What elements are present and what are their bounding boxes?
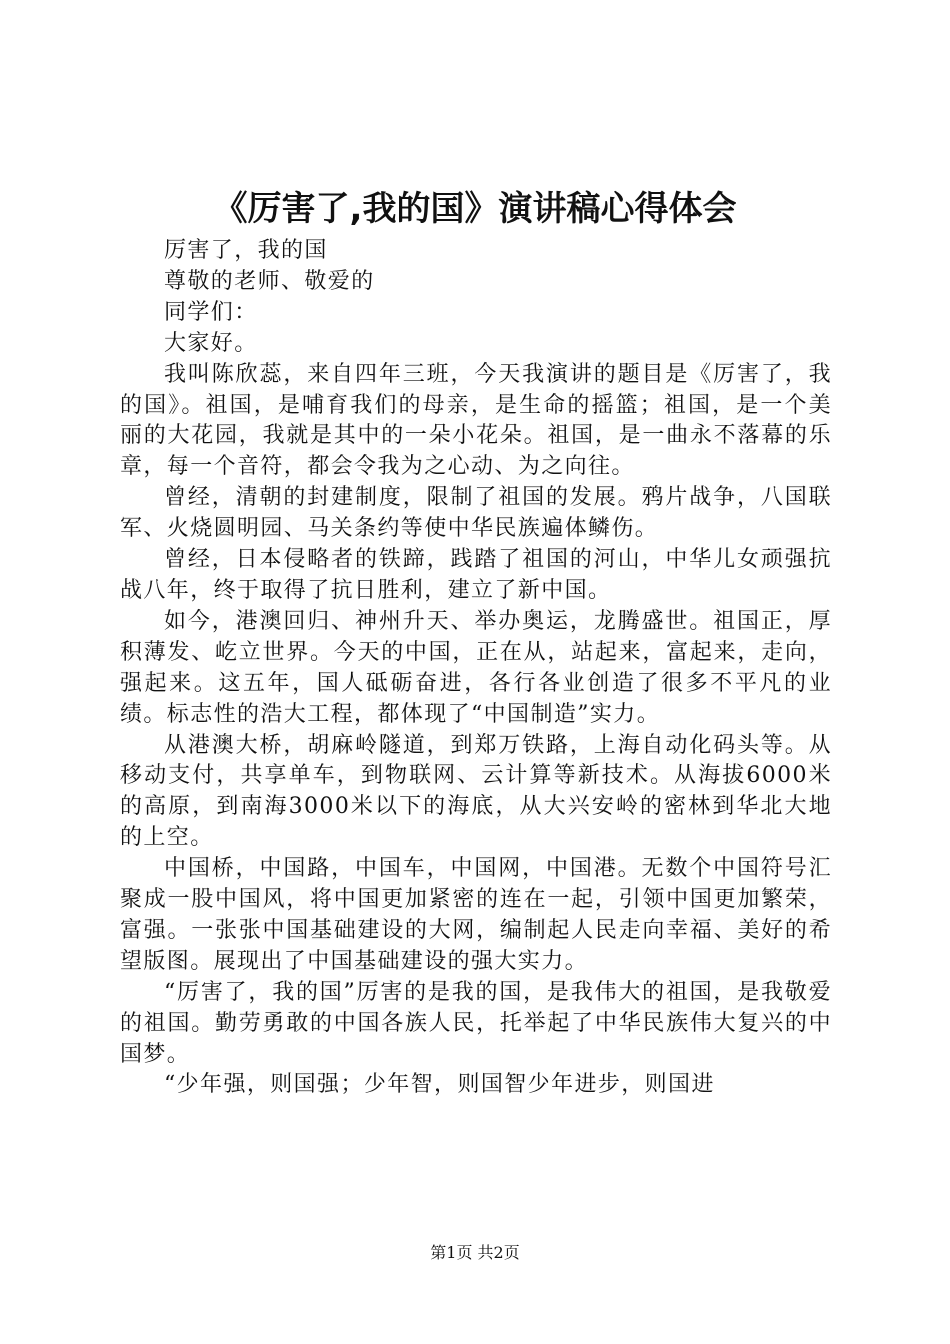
paragraph: 大家好。 bbox=[164, 330, 258, 356]
page-footer: 第1页 共2页 bbox=[430, 1243, 520, 1262]
paragraph: 从港澳大桥，胡麻岭隧道，到郑万铁路，上海自动化码头等。从移动支付，共享单车，到物联网、云计算等新技术。从海拔6000米的高原，到南海3000米以下的海底，从大兴安岭的密林到华北大地的上空。 bbox=[120, 732, 832, 851]
paragraph: “厉害了，我的国”厉害的是我的国，是我伟大的祖国，是我敬爱的祖国。勤劳勇敢的中国各族人民，托举起了中华民族伟大复兴的中国梦。 bbox=[120, 979, 832, 1067]
paragraph: “少年强，则国强；少年智，则国智少年进步，则国进 bbox=[164, 1072, 715, 1098]
paragraph: 同学们： bbox=[164, 299, 258, 325]
paragraph: 厉害了，我的国 bbox=[164, 238, 328, 263]
document-title: 《厉害了,我的国》演讲稿心得体会 bbox=[213, 189, 737, 229]
paragraph: 尊敬的老师、敬爱的 bbox=[164, 268, 375, 294]
paragraph: 曾经，清朝的封建制度，限制了祖国的发展。鸦片战争，八国联军、火烧圆明园、马关条约等使中华民族遍体鳞伤。 bbox=[120, 485, 832, 542]
paragraph: 如今，港澳回归、神州升天、举办奥运，龙腾盛世。祖国正，厚积薄发、屹立世界。今天的中国，正在从，站起来，富起来，走向，强起来。这五年，国人砥砺奋进，各行各业创造了很多不平凡的业绩。标志性的浩大工程，都体现了“中国制造”实力。 bbox=[120, 608, 832, 727]
paragraph: 我叫陈欣蕊，来自四年三班，今天我演讲的题目是《厉害了，我的国》。祖国，是哺育我们的母亲，是生命的摇篮；祖国，是一个美丽的大花园，我就是其中的一朵小花朵。祖国，是一曲永不落幕的乐章，每一个音符，都会令我为之心动、为之向往。 bbox=[120, 361, 832, 480]
paragraph: 曾经，日本侵略者的铁蹄，践踏了祖国的河山，中华儿女顽强抗战八年，终于取得了抗日胜利，建立了新中国。 bbox=[120, 547, 832, 603]
document-body bbox=[120, 236, 832, 1101]
paragraph: 中国桥，中国路，中国车，中国网，中国港。无数个中国符号汇聚成一股中国风，将中国更加紧密的连在一起，引领中国更加繁荣，富强。一张张中国基础建设的大网，编制起人民走向幸福、美好的希望版图。展现出了中国基础建设的强大实力。 bbox=[120, 856, 832, 974]
